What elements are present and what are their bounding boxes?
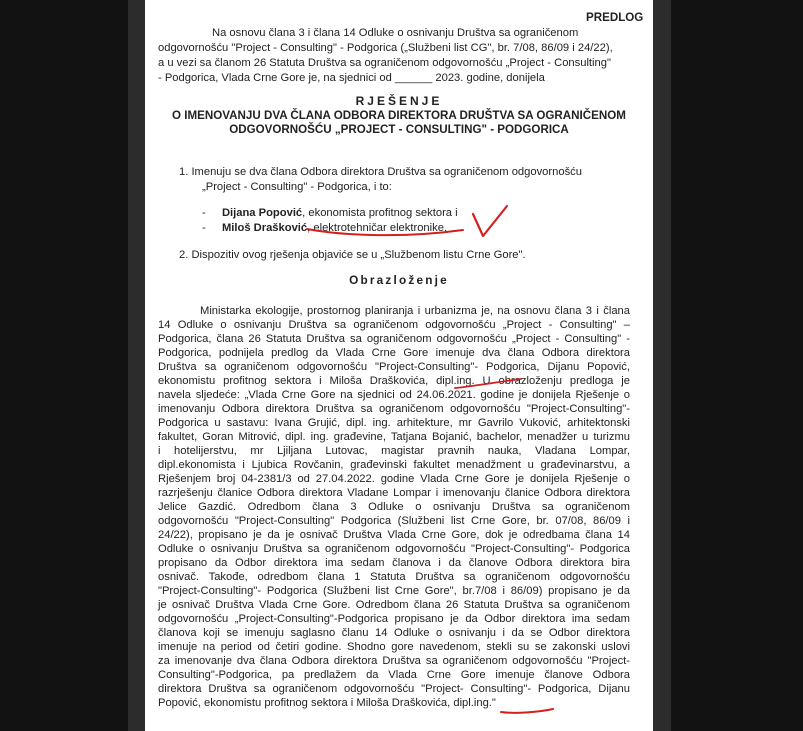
body-line: je osnivač Društva Vlada Crne Gore. Odredbom člana 26 Statuta Društva sa ograničenom — [158, 599, 630, 611]
member-role: , ekonomista profitnog sektora i — [302, 207, 458, 219]
member-item — [202, 206, 458, 220]
checkmark-icon — [473, 206, 507, 236]
body-line: imenovanju Odbora direktora Društva sa ograničenom odgovornošću "Project-Consulting"- — [158, 403, 630, 415]
body-line: "Project-Consulting"- Podgorica (Službeni list Crne Gore", br.7/08 i 86/09) propisano je da — [158, 585, 630, 597]
body-line: Odluke o osnivanju Društva sa ograničenom odgovornošću "Project-Consulting"- Podgorica — [158, 543, 630, 555]
list-bullet: - — [202, 222, 206, 234]
member-name: Miloš Drašković — [221, 222, 308, 234]
body-line: Podgorica, člana 26 Statuta Društva sa ograničenom odgovornošću „Project - Consulting" - — [158, 333, 630, 345]
body-line: Ministarka ekologije, prostornog planiranja i urbanizma je, na osnovu člana 3 i člana — [200, 305, 630, 317]
body-line: 24/22), propisano je da je osnivač Društva Vlada Crne Gore, dok je odredbama člana 14 — [158, 529, 630, 541]
document-title: RJEŠENJE — [355, 94, 443, 108]
body-line: 14 Odluke o osnivanju Društva sa ograničenom odgovornošću „Project - Consulting" – — [158, 319, 630, 331]
item-1-line: 1. Imenuju se dva člana Odbora direktora Društva sa ograničenom odgovornošću — [179, 166, 582, 178]
body-line: ekonomistu profitnog sektora i Miloša Draškovića, dipl.ing. U obrazloženju predloga je — [158, 375, 630, 387]
preamble-line: odgovornošću "Project - Consulting" - Podgorica („Službeni list CG", br. 7/08, 86/09 i 24/22), — [158, 42, 613, 54]
preamble-line: a u vezi sa članom 26 Statuta Društva sa ograničenom odgovornošću „Project - Consulting" — [158, 57, 611, 69]
body-line: Popović, ekonomistu profitnog sektora i Miloša Draškovića, dipl.ing." — [158, 697, 496, 709]
body-line: Rješenjem broj 04-2381/3 od 27.04.2022. godine Vlada Crne Gore je donijela Rješenje o — [158, 473, 630, 485]
left-frame-bar — [128, 0, 145, 731]
body-line: razrješenju članice Odbora direktora Vladane Lompar i imenovanju članice Odbora direktora — [158, 487, 630, 499]
member-item — [202, 221, 447, 235]
document-page — [145, 0, 653, 731]
body-line: Jelice Gazdić. Odredbom člana 3 Odluke o osnivanju Društva sa ograničenom — [158, 501, 630, 513]
document-subtitle-line: ODGOVORNOŠĆU „PROJECT - CONSULTING" - PODGORICA — [229, 123, 569, 136]
obrazlozenje-heading: Obrazloženje — [349, 273, 449, 287]
body-line: Podgorica, podnijela predlog da Vlada Crne Gore imenuje dva člana Odbora direktora — [158, 347, 630, 359]
body-line: propisano da Odbor direktora ima sedam članova i da članove Odbora direktora bira — [158, 557, 630, 569]
body-line: Consulting"-Podgorica, pa predlažem da Vlada Crne Gore imenuje članove Odbora — [158, 669, 630, 681]
body-line: imenuje na period od četiri godine. Shodno gore navedenom, stekli su se zakonski uslovi — [158, 641, 630, 653]
member-name: Dijana Popović — [221, 207, 303, 219]
member-role: , elektrotehničar elektronike. — [307, 222, 448, 234]
body-line: osnivač. Takođe, odredbom člana 1 Statuta Društva sa ograničenom odgovornošću — [158, 571, 630, 583]
preamble-line: Na osnovu člana 3 i člana 14 Odluke o osnivanju Društva sa ograničenom — [212, 27, 579, 39]
body-line: Društva sa ograničenom odgovornošću "Project-Consulting"- Podgorica, Dijanu Popović, — [158, 361, 630, 373]
body-line: i hotelijerstvu, mr Ljiljana Lutovac, magistar pravnih nauka, Vladana Lompar, — [158, 445, 630, 457]
body-line: odgovornošću "Project-Consulting" Podgorica (Službeni list Crne Gore, br. 07/08, 86/09 i — [158, 515, 630, 527]
body-line: za imenovanje dva člana Odbora direktora Društva sa ograničenom odgovornošću "Project- — [158, 655, 630, 667]
body-line: navela sljedeće: „Vlada Crne Gore na sjednici od 24.06.2021. godine je donijela Rješenje o — [158, 389, 630, 401]
document-subtitle-line: O IMENOVANJU DVA ČLANA ODBORA DIREKTORA DRUŠTVA SA OGRANIČENOM — [172, 109, 626, 122]
right-frame-bar — [653, 0, 671, 731]
underline-annotation — [501, 709, 553, 713]
item-2-line: 2. Dispozitiv ovog rješenja objaviće se u „Službenom listu Crne Gore". — [179, 249, 526, 261]
body-line: direktora Društva sa ograničenom odgovornošću "Project- Consulting"- Podgorica, Dijanu — [158, 683, 630, 695]
body-line: članova koji se imenuju saglasno članu 14 Odluke o osnivanju i da se Odbor direktora — [158, 627, 630, 639]
list-bullet: - — [202, 207, 206, 219]
preamble-line: - Podgorica, Vlada Crne Gore je, na sjednici od ______ 2023. godine, donijela — [158, 72, 545, 84]
predlog-label: PREDLOG — [586, 11, 644, 24]
body-line: dipl.ekonomista i Ljubica Rovčanin, građevinski fakultet menadžment u građevinarstvu, a — [158, 459, 630, 471]
body-line: odgovornošću „Project-Consulting"-Podgorica propisano je da Odbor direktora ima sedam — [158, 613, 630, 625]
body-line: Podgorica u sastavu: Ivana Grujić, dipl. ing. arhitekture, mr Gavrilo Vuković, arhitektonski — [158, 417, 630, 429]
body-line: fakultet, Goran Mitrović, dipl. ing. građevine, Tatjana Bojanić, bachelor, menadžer u turizmu — [158, 431, 630, 443]
item-1-line: „Project - Consulting" - Podgorica, i to: — [202, 181, 392, 193]
